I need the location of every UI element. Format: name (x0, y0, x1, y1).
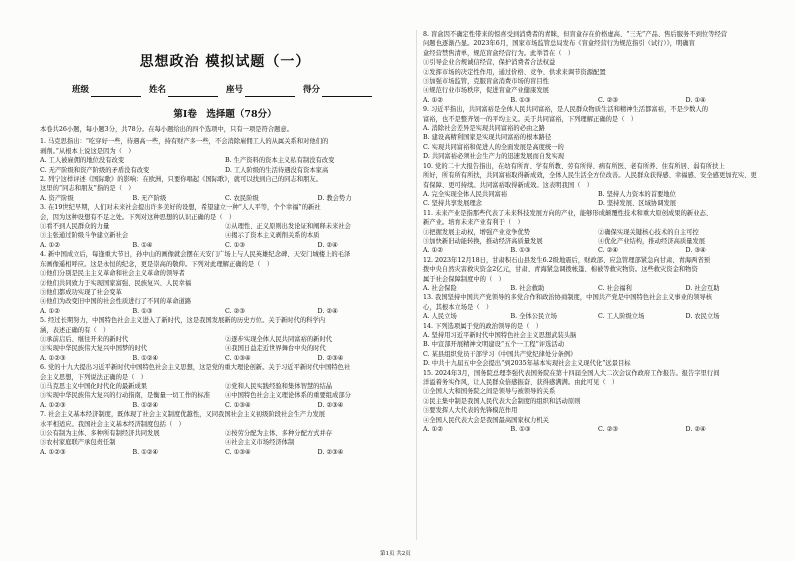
question-text: 剥削。”从根本上说这是因为（ ） (40, 147, 135, 155)
option-row (40, 382, 410, 391)
answer-option[interactable]: C. 坚持共享发展理念 (423, 200, 482, 208)
answer-option[interactable]: ②确保实现关键核心技术的自主可控 (598, 228, 699, 236)
question-q11 (423, 209, 773, 256)
answer-option[interactable]: B. 社会救助 (510, 284, 545, 292)
question-q6 (40, 363, 410, 410)
answer-option[interactable]: ③他们都成功实现了社会变革 (40, 288, 122, 296)
page-footer: 第1页 共2页 (380, 551, 411, 557)
answer-option[interactable]: A. 工人被雇佣的地位没有改变 (40, 157, 125, 165)
answer-option[interactable]: ④他们为改变旧中国的社会性质进行了不同的革命道路 (40, 298, 192, 306)
question-text: 12. 2023年12月18日，甘肃积石山县发生6.2级地震后，财政部、应急管理部紧急向甘肃、青海两省预 (423, 256, 711, 264)
option-row (423, 397, 773, 406)
answer-option[interactable]: ④全国人民代表大会是我国最高国家权力机关 (423, 416, 549, 424)
question-q15 (423, 369, 773, 435)
answer-option[interactable]: A. ①② (40, 307, 60, 315)
answer-option[interactable]: ①他们分别是民主主义革命和社会主义革命的领导者 (40, 270, 185, 278)
option-row (40, 438, 410, 447)
answer-option[interactable]: D. ②④ (317, 307, 338, 315)
answer-option[interactable]: C. ①③④ (225, 448, 251, 456)
question-q5 (40, 316, 410, 363)
question-text: 9. 习近平指出，共同富裕是全体人民共同富裕，是人民群众物质生活和精神生活都富裕，不是少数人的 (423, 106, 709, 114)
option-row (423, 77, 773, 86)
option-row (40, 222, 410, 231)
answer-option[interactable]: ②逐步实现全体人民共同富裕的新时代 (225, 335, 333, 343)
option-row (40, 279, 410, 288)
answer-option[interactable]: ③加强市场监管，克服盲盒消费市场的盲目性 (423, 78, 549, 86)
answer-option[interactable]: ①把握发展主动权，增强产业竞争优势 (423, 228, 531, 236)
question-q3 (40, 203, 410, 250)
question-text: 5. 经过长期努力，中国特色社会主义进入了新时代，这是我国发展新的历史方位。关于新时代的科学内 (40, 317, 326, 325)
answer-option[interactable]: C. ①③④ (225, 354, 251, 362)
option-row (40, 297, 410, 306)
field-score-blank[interactable] (322, 86, 372, 97)
option-row (423, 237, 773, 246)
question-text: 4. 新中国成立后，每逢重大节日，孙中山的画像就会摆在天安门广场上与人民英雄纪念碑、天安门城楼上的毛泽 (40, 251, 351, 259)
option-row (423, 152, 773, 161)
answer-option[interactable]: ③要发挥人大代表的先锋模范作用 (423, 407, 518, 415)
answer-option[interactable]: ④社会主义市场经济体制 (225, 439, 295, 447)
question-text: 10. 党的二十大报告指出，在幼有所育、学有所教、劳有所得、病有所医、老有所养、住有所居、弱有所扶上 (423, 162, 725, 170)
question-text: 这里的“同志和朋友”指的是（ ） (40, 185, 135, 193)
answer-option[interactable]: D. 坚持发展、区域协调发展 (598, 200, 677, 208)
question-text: 有保障、更可持续。共同富裕取得新成效。这表明我国（ ） (423, 181, 594, 189)
answer-option[interactable]: D. 教会势力 (317, 194, 352, 202)
question-text: 会主义思想，下列说法正确的是（ ） (40, 373, 148, 381)
option-row (423, 387, 773, 396)
answer-option[interactable]: D. ②④ (685, 426, 706, 434)
question-text: 8. 盲盒因不确定性带来的惊喜受到消费者的青睐，但盲盒存在价格虚高、“三无”产品、售后服务不到位等经营 (423, 31, 728, 38)
field-name-blank[interactable] (168, 86, 218, 97)
question-text: 心，其根本立场是（ ） (423, 303, 493, 311)
answer-option[interactable]: A. 人民立场 (423, 313, 457, 321)
answer-option[interactable]: B. ①②④ (132, 401, 159, 409)
question-q8 (423, 30, 773, 105)
answer-option[interactable]: A. ①② (423, 96, 443, 104)
option-row (423, 246, 773, 255)
option-row (423, 58, 773, 67)
option-row (40, 241, 410, 250)
question-text: 盒经营禁售清单，规范盲盒经营行为。此举旨在（ ） (423, 49, 575, 57)
answer-option[interactable]: ③农村家庭联产承包责任制 (40, 439, 116, 447)
question-text: 3. 在19世纪早期，人们对未来社会提出许多美好的设想，希望建立一种“人人平等，个个幸福”的新社 (40, 204, 321, 212)
field-name-label: 姓名 (148, 85, 166, 95)
option-row (40, 307, 410, 316)
question-text: 洋溢着务实作风，让人民群众倍感振奋、获得感满满。由此可见（ ） (423, 379, 619, 387)
answer-option[interactable]: C. ②③ (598, 96, 618, 104)
option-row (40, 156, 410, 165)
answer-option[interactable]: ①马克思主义中国化时代化的最新成果 (40, 382, 148, 390)
answer-option[interactable]: C. ②③ (225, 307, 245, 315)
option-row (40, 288, 410, 297)
question-text: 6. 党的十九大提出习近平新时代中国特色社会主义思想，这是党的重大理论创新。关于习近平新时代中国特色社 (40, 364, 351, 372)
option-row (423, 359, 773, 368)
answer-option[interactable]: ④中国特色社会主义理论体系的重要组成部分 (225, 392, 351, 400)
answer-option[interactable]: D. 中共十九届五中全会提出“到2035年基本实现社会主义现代化”远景目标 (423, 360, 631, 368)
answer-option[interactable]: D. ②④ (317, 241, 338, 249)
option-row (423, 86, 773, 95)
question-text: 15. 2024年3月，国务院总理李强代表国务院在第十四届全国人大二次会议作政府工作报告。报告字里行间 (423, 369, 720, 377)
option-row (423, 284, 773, 293)
question-text: 东画像遥相呼应。这是永恒的纪念，更是崇高的敬仰。下列对此理解正确的是（ ） (40, 260, 273, 268)
answer-option[interactable]: C. 社会福利 (598, 284, 632, 292)
answer-option[interactable]: D. ②③④ (317, 448, 344, 456)
answer-option[interactable]: B. ①③ (510, 247, 531, 255)
answer-option[interactable]: D. ①④ (685, 96, 706, 104)
answer-option[interactable]: A. ①②③ (40, 448, 66, 456)
answer-option[interactable]: ②民主集中制是我国人民代表大会制度的组织和活动原则 (423, 397, 581, 405)
option-row (423, 416, 773, 425)
question-text: 拨中央自然灾害救灾资金2亿元，甘肃、青海紧急调拨帐篷、棉被等救灾物资。这些救灾资金和物资 (423, 266, 698, 274)
answer-option[interactable]: B. ①③ (510, 96, 531, 104)
option-row (423, 190, 773, 199)
answer-option[interactable]: ①承前启后、继往开来的新时代 (40, 335, 129, 343)
question-text: 富裕，也不是整齐划一的平均主义。关于共同富裕，下列理解正确的是（ ） (423, 115, 638, 123)
answer-option[interactable]: B. 建设高精利国家是实现共同富裕的根本路径 (423, 134, 552, 142)
instructions: 本卷共26小题，每小题3分，共78分。在每小题给出的四个选项中，只有一项是符合题意。 (40, 126, 294, 133)
field-seat-label: 座号 (226, 85, 244, 95)
answer-option[interactable]: ④规范行业市场秩序，促进盲盒产业健康发展 (423, 87, 549, 95)
answer-option[interactable]: ①看不到人民群众的力量 (40, 223, 110, 231)
question-text: 1. 马克思指出：“吃穿好一些，待遇高一些，持有财产多一些，不会消除雇佣工人的从属关系和对他们的 (40, 138, 329, 146)
question-q2 (40, 175, 410, 203)
right-column (423, 30, 773, 434)
option-row (423, 68, 773, 77)
option-row (423, 350, 773, 359)
answer-option[interactable]: B. ①③ (510, 426, 531, 434)
option-row (40, 391, 410, 400)
answer-option[interactable]: C. ①③④ (225, 401, 251, 409)
answer-option[interactable]: C. ②④ (598, 247, 618, 255)
question-text: 14. 下列选项属于党的政治领导的是（ ） (423, 322, 543, 330)
option-row (423, 228, 773, 237)
question-q7 (40, 410, 410, 457)
answer-option[interactable]: B. ①②④ (132, 448, 159, 456)
answer-option[interactable]: B. 坚持人力资本的首要地位 (598, 190, 676, 198)
answer-option[interactable]: D. ②③④ (317, 354, 344, 362)
answer-option[interactable]: ②他们共同致力于实现国家富强、民族复兴、人民幸福 (40, 279, 192, 287)
answer-option[interactable]: C. 农民阶级 (225, 194, 259, 202)
question-q1 (40, 137, 410, 175)
question-text: 2. 列宁这样评述《国际歌》的影响：在欧洲，只要你唱起《国际歌》，就可以找到自己的同志和朋友。 (40, 176, 322, 184)
option-row (40, 269, 410, 278)
answer-option[interactable]: ②从理性、正义原则出发论证和阐释未来社会 (225, 223, 351, 231)
answer-option[interactable]: B. 生产资料的资本主义私有制没有改变 (225, 157, 335, 165)
question-q12 (423, 256, 773, 294)
left-question-list (40, 137, 410, 457)
answer-option[interactable]: A. 完全实现全体人民共同富裕 (423, 190, 508, 198)
answer-option[interactable]: B. ①④ (132, 241, 153, 249)
answer-option[interactable]: B. ①②④ (132, 354, 159, 362)
answer-option[interactable]: D. 工人阶级的生活待遇没有资本家高 (225, 166, 329, 174)
answer-option[interactable]: D. ②③④ (317, 401, 344, 409)
answer-option[interactable]: ④我国日益走近世界舞台中央的时代 (225, 345, 326, 353)
option-row (423, 340, 773, 349)
answer-option[interactable]: A. ①②③ (40, 401, 66, 409)
answer-option[interactable]: B. 无产阶级 (132, 194, 167, 202)
answer-option[interactable]: ④优化产业结构，推动经济高质量发展 (598, 237, 706, 245)
option-row (423, 312, 773, 321)
option-row (40, 194, 410, 203)
answer-option[interactable]: C. 工人阶级立场 (598, 313, 645, 321)
question-q10 (423, 162, 773, 209)
question-q14 (423, 322, 773, 369)
section-heading: 第Ⅰ卷 选择题（78分） (173, 109, 277, 120)
student-info-row (40, 86, 410, 100)
answer-option[interactable]: ①引导企业合规诚信经营，保护消费者合法权益 (423, 59, 556, 67)
answer-option[interactable]: A. 社会保险 (423, 284, 457, 292)
answer-option[interactable]: A. ①② (423, 247, 443, 255)
answer-option[interactable]: D. 共同富裕必须社会生产力的迅速发展而自发实现 (423, 153, 565, 161)
option-row (423, 143, 773, 152)
field-score-label: 得分 (303, 85, 321, 95)
answer-option[interactable]: ③主张通过阶级斗争建立新社会 (40, 232, 129, 240)
option-row (423, 96, 773, 105)
question-q4 (40, 250, 410, 316)
answer-option[interactable]: ②发挥市场的决定性作用，通过价格、竞争、供求来调节资源配置 (423, 68, 606, 76)
answer-option[interactable]: A. ①② (423, 426, 443, 434)
answer-option[interactable]: A. 坚持用习近平新时代中国特色社会主义思想武装头脑 (423, 332, 577, 339)
option-row (40, 335, 410, 344)
question-q9 (423, 105, 773, 161)
answer-option[interactable]: ③实现中华民族伟大复兴中国梦的时代 (40, 345, 148, 353)
answer-option[interactable]: B. 中宣部开展精神文明建设“五个一工程”评选活动 (423, 341, 565, 349)
right-question-list (423, 30, 773, 434)
answer-option[interactable]: ①全国人大和国务院之间是领导与被领导的关系 (423, 388, 556, 396)
answer-option[interactable]: A. 消除社会差异是实现共同富裕的必由之路 (423, 125, 545, 133)
question-text: 13. 我国坚持中国共产党领导的多党合作和政治协商制度，中国共产党是中国特色社会主义事业的领导核 (423, 294, 713, 302)
field-class-blank[interactable] (91, 86, 141, 97)
option-row (40, 448, 410, 457)
answer-option[interactable]: ③加快新旧动能转换，推动经济高质量发展 (423, 237, 543, 245)
option-row (423, 406, 773, 415)
question-text: 所好，所有所有所扶，共同富裕取得新成效，全体人民生活全方位改善。人民群众获得感、幸福感、安全感更加充实、更 (423, 172, 757, 180)
answer-option[interactable]: A. 资产阶级 (40, 194, 74, 202)
option-row (40, 354, 410, 363)
answer-option[interactable]: C. ②③ (598, 426, 618, 434)
field-seat-blank[interactable] (245, 86, 295, 97)
answer-option[interactable]: ②党和人民实践经验和集体智慧的结晶 (225, 382, 333, 390)
option-row (423, 199, 773, 208)
answer-option[interactable]: C. 实现共同富裕和促进人的全面发展是高度统一的 (423, 143, 564, 151)
left-column (40, 0, 410, 457)
column-divider (416, 30, 417, 540)
answer-option[interactable]: D. ③④ (685, 247, 706, 255)
answer-option[interactable]: C. 无产阶级和资产阶级的矛盾没有改变 (40, 166, 150, 174)
question-text: 水平相适应。我国社会主义基本经济制度包括（ ） (40, 420, 185, 428)
answer-option[interactable]: A. ①②③ (40, 354, 66, 362)
question-text: 属于社会保障制度中的（ ） (423, 275, 505, 283)
option-row (423, 331, 773, 340)
answer-option[interactable]: D. 农民立场 (685, 313, 720, 321)
option-row (40, 401, 410, 410)
question-text: 7. 社会主义基本经济制度，既体现了社会主义制度优越性，又同我国社会主义初级阶段社会生产力发展 (40, 411, 326, 419)
question-text: 问题也逐渐凸显。2023年6月，国家市场监管总局发布《盲盒经营行为规范指引（试行）》，明确盲 (423, 40, 695, 48)
option-row (423, 425, 773, 434)
answer-option[interactable]: C. ①③ (225, 241, 245, 249)
option-row (423, 124, 773, 133)
question-text: 涵，表述正确的有（ ） (40, 326, 110, 334)
answer-option[interactable]: A. ①② (40, 241, 60, 249)
answer-option[interactable]: ③实现中华民族伟大复兴的行动指南，是衡量一切工作的标准 (40, 392, 211, 400)
answer-option[interactable]: ②按劳分配为主体、多种分配方式并存 (225, 430, 333, 437)
answer-option[interactable]: C. 某县组织党员干部学习《中国共产党纪律处分条例》 (423, 350, 577, 358)
answer-option[interactable]: ①公有制为主体、多种所有制经济共同发展 (40, 430, 160, 437)
question-text: 11. 未来产业是指那些代表了未来科技发展方向的产业，能够形成颠覆性技术和重大原创成果的新业态、 (423, 209, 713, 217)
answer-option[interactable]: D. 社会互助 (685, 284, 720, 292)
option-row (40, 166, 410, 175)
question-text: 新产业。培育未来产业有利于（ ） (423, 219, 524, 227)
exam-title: 思想政治 模拟试题（一） (139, 54, 311, 70)
option-row (423, 133, 773, 142)
answer-option[interactable]: ④揭示了资本主义剥削关系的本质 (225, 232, 320, 240)
question-text: 会，因为这种设想有不足之处。下列对这种思想的认识正确的是（ ） (40, 213, 236, 221)
option-row (40, 231, 410, 240)
option-row (40, 344, 410, 353)
answer-option[interactable]: B. 全体公民立场 (510, 313, 557, 321)
question-q13 (423, 293, 773, 321)
field-class-label: 班级 (71, 85, 89, 95)
option-row (40, 429, 410, 438)
answer-option[interactable]: B. ①③ (132, 307, 153, 315)
